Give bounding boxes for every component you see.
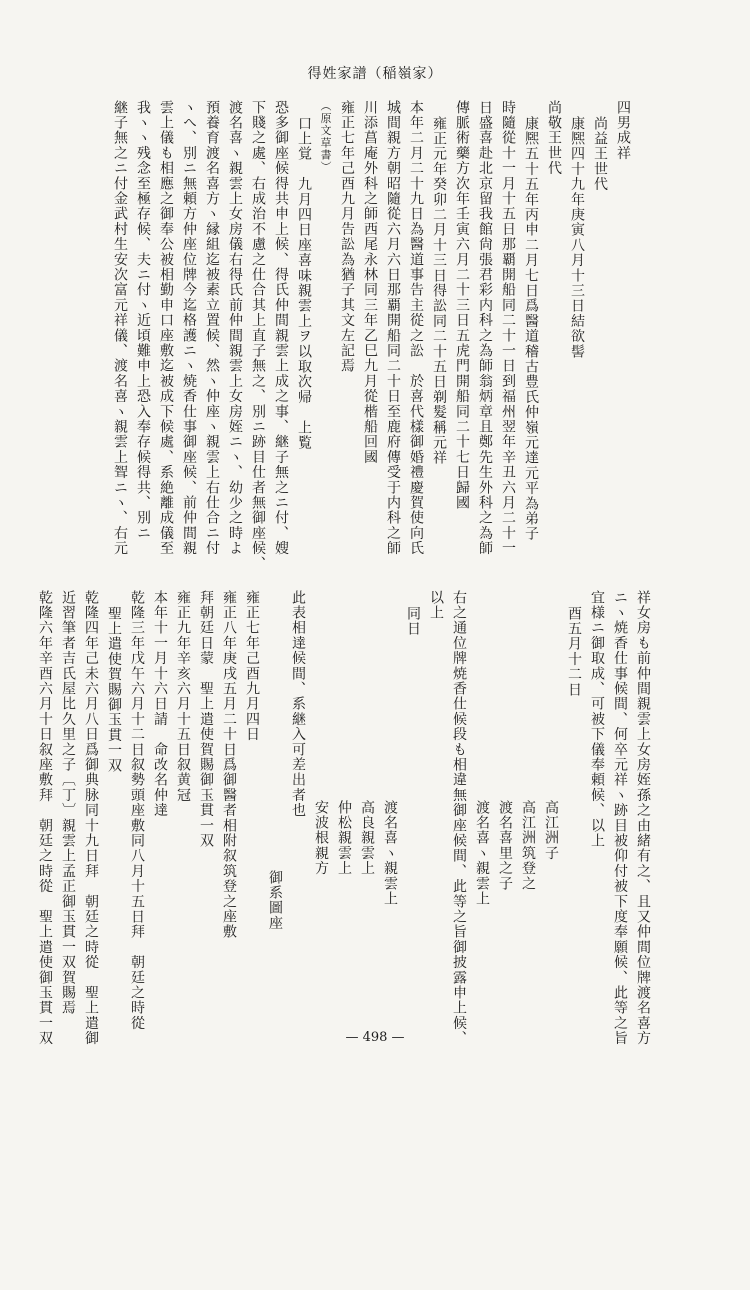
column-text: 本年十一月十六日請 命改名仲達	[152, 590, 168, 818]
text-column	[593, 100, 607, 566]
text-column	[158, 100, 174, 556]
text-column	[363, 100, 377, 550]
column-text: 乾隆四年己未六月八日爲御典脉同十九日拜 朝廷之時從 聖上遣御	[83, 590, 99, 1046]
column-text: 雍正九年辛亥六月十五日叙黄冠	[175, 590, 191, 803]
column-text: 聖上遣使賀賜御玉貫一双	[106, 606, 122, 774]
text-column	[477, 100, 493, 556]
signatory-name: 渡名喜里之子	[497, 800, 513, 892]
text-column	[547, 100, 561, 550]
text-column	[590, 590, 604, 1010]
upper-text-block	[112, 100, 631, 572]
text-column	[291, 590, 305, 1010]
column-text: 雍正七年己酉九月四日	[244, 590, 260, 742]
text-column	[60, 590, 76, 1016]
text-column	[37, 590, 53, 1046]
column-text: 雍正八年庚戌五月二十日爲御醫者相附叙筑登之座敷	[221, 590, 237, 940]
column-text: 乾隆三年戊午六月十二日叙勢頭座敷同八月十五日拜 朝廷之時從	[129, 590, 145, 1031]
signature-office: 御系圖座	[267, 870, 283, 931]
column-text: ヽへ、別ニ無頼方仲座位牌今迄格護ニヽ焼香仕事御座候、前仲間親	[181, 100, 197, 556]
signatory-name: 渡名喜ヽ親雲上	[382, 800, 398, 907]
text-column	[112, 100, 128, 556]
column-text: 口上覚 九月四日座喜味親雲上ヲ以取次帰 上覧	[296, 116, 312, 451]
column-text: 傳脈術藥方次年壬寅六月二十三日五虎門開船同二十七日歸國	[454, 100, 470, 511]
column-text: 此表相達候間、系継入可差出者也	[290, 590, 306, 818]
text-column	[204, 100, 220, 556]
column-text: 尚益王世代	[592, 116, 608, 192]
column-text: 日盛喜赴北京留我館尙張君彩内科之為師翁炳章且鄭先生外科之為師	[477, 100, 493, 556]
column-text: 雍正元年癸卯二月十三日得訟同二十五日剃髮稱元祥	[431, 116, 447, 466]
column-text: 城間親方朝昭隨從六月六日那覇開船同二十日至鹿府傳受于内科之師	[385, 100, 401, 556]
column-text: 時隨從十一月十五日那覇開船同二十一日到福州翌年辛丑六月二十一	[500, 100, 516, 556]
column-text: 川添菖庵外科之師西尾永林同三年乙巳九月從楷船回國	[362, 100, 378, 465]
column-text: 宜様ニ御取成、可被下儀奉頼候、以上	[589, 590, 605, 849]
text-column	[567, 590, 581, 1026]
column-text: 拜朝廷日蒙 聖上遣使賀賜御玉貫一双	[198, 590, 214, 849]
text-column	[129, 590, 145, 1031]
column-text: 乾隆六年辛酉六月十日叙座敷拜 朝廷之時從 聖上遣使御玉貫一双	[37, 590, 53, 1046]
signatory-name: 仲松親雲上	[336, 800, 352, 876]
column-text: 以上	[428, 590, 444, 621]
column-text: 下賤之處、右成治不慮之仕合其上直子無之、別ニ跡目仕者無御座候、	[250, 100, 266, 572]
text-column	[455, 100, 469, 550]
text-column	[107, 590, 121, 1026]
column-text: 雍正七年己酉九月告訟為猶子其文左記焉	[339, 100, 355, 374]
column-text: 本年二月二十九日為醫道事告主從之訟 於喜代樣御婚禮慶賀使向氏	[408, 100, 424, 556]
column-text: 近習筆者吉氏屋比久里之子〔丁〕親雲上孟正御玉貫一双賀賜焉	[60, 590, 76, 1016]
signatory-name: 高江洲子	[543, 800, 559, 861]
text-column	[432, 100, 446, 566]
column-text: 康熈四十九年庚寅八月十三日結欲髻	[569, 116, 585, 360]
signatory-name: 安波根親方	[313, 800, 329, 876]
column-text: 我ヽヽ残念至極存候、夫ニ付ヽ近頃難申上恐入奉存候得共、別ニ	[135, 100, 151, 541]
text-column	[297, 100, 311, 566]
column-text: 同日	[405, 606, 421, 637]
text-column	[153, 590, 167, 1010]
text-column	[500, 100, 516, 556]
text-column	[385, 100, 401, 556]
signatory-name: 高江洲筑登之	[520, 800, 536, 892]
text-column	[429, 590, 443, 1010]
column-text: 恐多御座候得共申上候、得氏仲間親雲上成之事、継子無之ニ付、嫂	[273, 100, 289, 556]
column-text: 預養育渡名喜方ヽ縁組迄被素立置候、然ヽ仲座ヽ親雲上右仕合ニ付	[204, 100, 220, 556]
page-header: 得姓家譜（稲嶺家）	[307, 66, 443, 82]
text-column	[273, 100, 289, 556]
text-column	[320, 100, 331, 550]
column-text: 継子無之ニ付金武村生安次富元祥儀、渡名喜ヽ親雲上聟ニヽ、右元	[112, 100, 128, 556]
text-column	[181, 100, 197, 556]
text-column	[451, 590, 467, 1046]
column-text: 酉五月十二日	[566, 606, 582, 698]
text-column	[222, 590, 236, 1010]
text-column	[612, 590, 628, 1046]
column-text: 祥女房も前仲間親雲上女房姪孫之由緒有之、且又仲間位牌渡名喜方	[635, 590, 651, 1046]
text-column	[406, 590, 420, 1026]
text-column	[408, 100, 424, 556]
column-text: 雲上儀も相應之御奉公被相勤申口座敷迄被成下候處、系絶離成儀至	[158, 100, 174, 556]
text-column	[176, 590, 190, 1010]
signatory-name: 渡名喜ヽ親雲上	[474, 800, 490, 907]
text-column	[635, 590, 651, 1046]
text-column	[250, 100, 266, 572]
text-column	[340, 100, 354, 550]
text-column	[570, 100, 584, 566]
column-text: （原文草書）	[319, 100, 332, 174]
text-column	[245, 590, 259, 1010]
text-column	[616, 100, 630, 550]
text-column	[227, 100, 243, 556]
column-text: ニヽ焼香仕事候間、何卒元祥ヽ跡目被仰付被下度奉願候、此等之旨	[612, 590, 628, 1046]
column-text: 四男成祥	[615, 100, 631, 161]
text-column	[199, 590, 213, 1010]
column-text: 康熈五十五年丙申二月七日爲醫道稽古豊氏仲嶺元達元平為弟子	[523, 116, 539, 542]
page-number: — 498 —	[345, 1030, 405, 1045]
text-column	[136, 100, 150, 550]
signatory-name: 高良親雲上	[359, 800, 375, 876]
column-text: 右之通位牌焼香仕候段も相違無御座候間、此等之旨御披露申上候、	[451, 590, 467, 1046]
text-column	[524, 100, 538, 566]
column-text: 尚敬王世代	[546, 100, 562, 176]
column-text: 渡名喜ヽ親雲上女房儀右得氏前仲間親雲上女房姪ニヽ、幼少之時よ	[227, 100, 243, 556]
text-column	[83, 590, 99, 1046]
